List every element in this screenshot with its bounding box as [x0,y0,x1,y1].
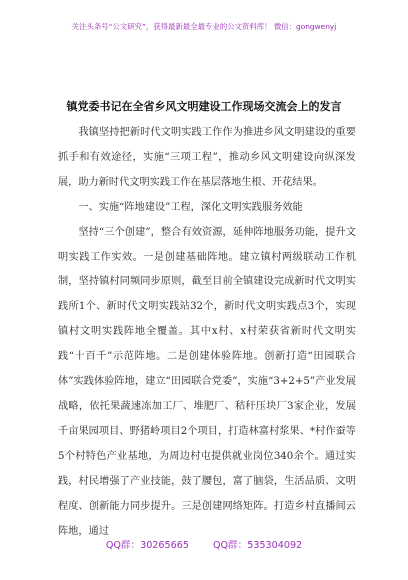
section-heading: 一、实施“阵地建设”工程，深化文明实践服务效能 [78,201,303,213]
promo-header: 关注头条号“公文研究”，获得最新最全最专业的公文资料库！ 微信：gongwenyj [71,22,337,31]
qq-footer [0,537,408,551]
body-paragraph: 坚持“三个创建”，整合有效资源，延伸阵地服务功能，提升文明实践工作实效。一是创建基础阵地。建立镇村两级联动工作机制，坚持镇村同频同步原则，截至目前全镇建设完成新时代文明实践所1个、新时代文明实践站32个，新时代文明实践点3个，实现镇村文明实践阵地全覆盖。其中x村、x村荣获省新时代文明实践“十百千”示范阵地。二是创建体验阵地。创新打造“田园联合体”实践体验阵地，建立“田园联合党委”，实施“3+2+5”产业发展战略，依托果蔬速冻加工厂、堆肥厂、秸秆压块厂3家企业，发展千亩果园项目、野猪岭项目2个项目，打造林富村浆果、*村作蚕等5个村特色产业基地，为周边村屯提供就业岗位340余个。通过实践，村民增强了产业技能，鼓了腰包，富了脑袋，生活品质、文明程度、创新能力同步提升。三是创建网络矩阵。打造乡村直播间云阵地，通过 [58,226,356,537]
document-body [58,121,356,544]
document-title: 镇党委书记在全省乡风文明建设工作现场交流会上的发言 [66,100,342,113]
qq-group-1: QQ群：30265665 [105,540,189,551]
intro-paragraph: 我镇坚持把新时代文明实践工作作为推进乡风文明建设的重要抓手和有效途径，实施“三项工程”，推动乡风文明建设向纵深发展，助力新时代文明实践工作在基层落地生根、开花结果。 [58,127,356,188]
qq-group-2: QQ群：535304092 [212,540,303,551]
